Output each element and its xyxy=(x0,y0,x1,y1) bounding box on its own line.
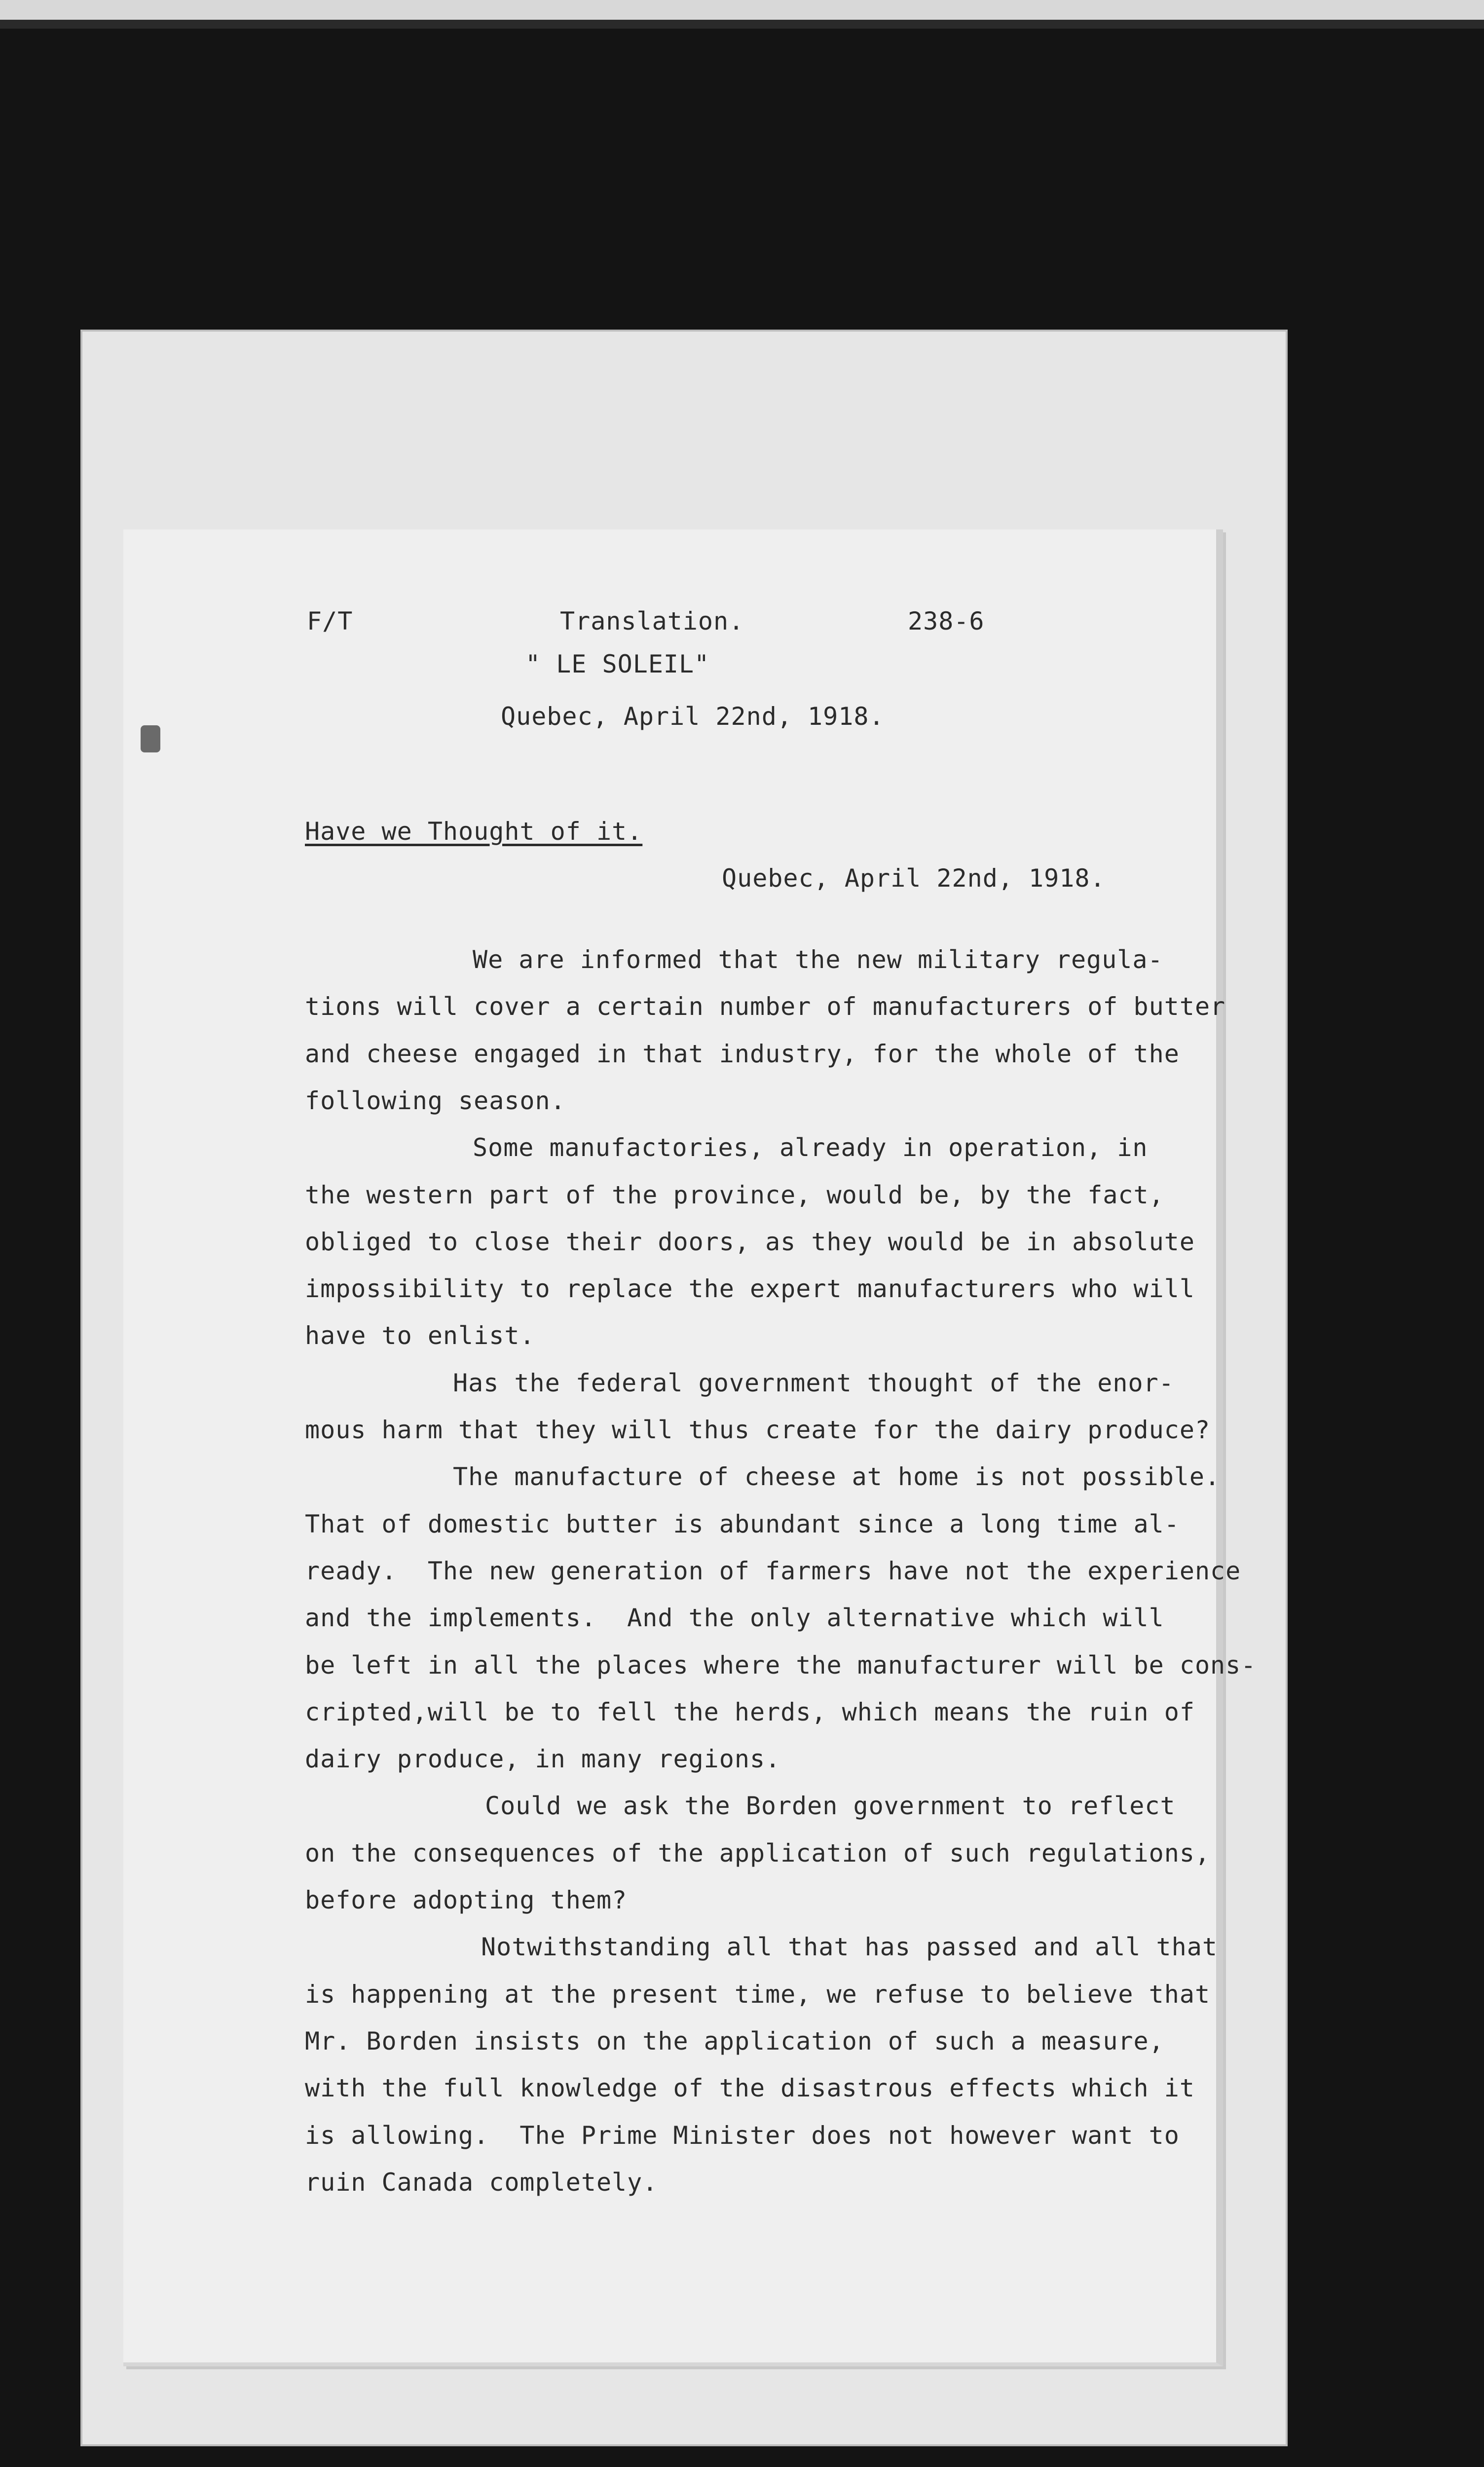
body-line: have to enlist. xyxy=(305,1321,535,1350)
header-file-number: 238-6 xyxy=(908,607,985,635)
film-edge-shadow xyxy=(0,20,1484,29)
film-edge xyxy=(0,0,1484,20)
body-line: Some manufactories, already in operation, in xyxy=(473,1133,1148,1162)
body-line: The manufacture of cheese at home is not possible. xyxy=(453,1462,1221,1491)
article-dateline: Quebec, April 22nd, 1918. xyxy=(722,864,1106,893)
body-line: Could we ask the Borden government to reflect xyxy=(485,1792,1176,1820)
body-line: before adopting them? xyxy=(305,1886,628,1914)
header-heading: Translation. xyxy=(560,607,744,635)
body-line: Mr. Borden insists on the application of such a measure, xyxy=(305,2027,1164,2056)
punch-hole xyxy=(141,725,160,752)
body-line: and the implements. And the only alternative which will xyxy=(305,1604,1164,1632)
body-line: and cheese engaged in that industry, for the whole of the xyxy=(305,1040,1180,1068)
body-line: ready. The new generation of farmers have not the experience xyxy=(305,1557,1241,1585)
body-line: Has the federal government thought of the enor- xyxy=(453,1369,1174,1397)
body-line: Notwithstanding all that has passed and all that xyxy=(481,1933,1218,1961)
body-line: following season. xyxy=(305,1086,566,1115)
body-line: obliged to close their doors, as they would be in absolute xyxy=(305,1228,1195,1256)
body-line: dairy produce, in many regions. xyxy=(305,1745,781,1773)
body-line: be left in all the places where the manufacturer will be cons- xyxy=(305,1651,1257,1680)
header-code: F/T xyxy=(307,607,353,635)
body-line: ruin Canada completely. xyxy=(305,2168,658,2197)
header-place-date: Quebec, April 22nd, 1918. xyxy=(501,702,885,731)
body-line: is happening at the present time, we refuse to believe that xyxy=(305,1980,1211,2009)
body-line: cripted,will be to fell the herds, which means the ruin of xyxy=(305,1698,1195,1726)
body-line: mous harm that they will thus create for the dairy produce? xyxy=(305,1416,1211,1444)
body-line: tions will cover a certain number of manufacturers of butter xyxy=(305,992,1226,1021)
body-line: on the consequences of the application of such regulations, xyxy=(305,1839,1211,1868)
body-line: the western part of the province, would be, by the fact, xyxy=(305,1181,1164,1209)
body-line: with the full knowledge of the disastrous effects which it xyxy=(305,2074,1195,2102)
body-line: We are informed that the new military regula- xyxy=(473,945,1163,974)
body-line: That of domestic butter is abundant since a long time al- xyxy=(305,1510,1180,1538)
article-title: Have we Thought of it. xyxy=(305,817,643,846)
body-line: impossibility to replace the expert manufacturers who will xyxy=(305,1274,1195,1303)
header-newspaper: " LE SOLEIL" xyxy=(525,650,710,678)
body-line: is allowing. The Prime Minister does not however want to xyxy=(305,2121,1180,2150)
